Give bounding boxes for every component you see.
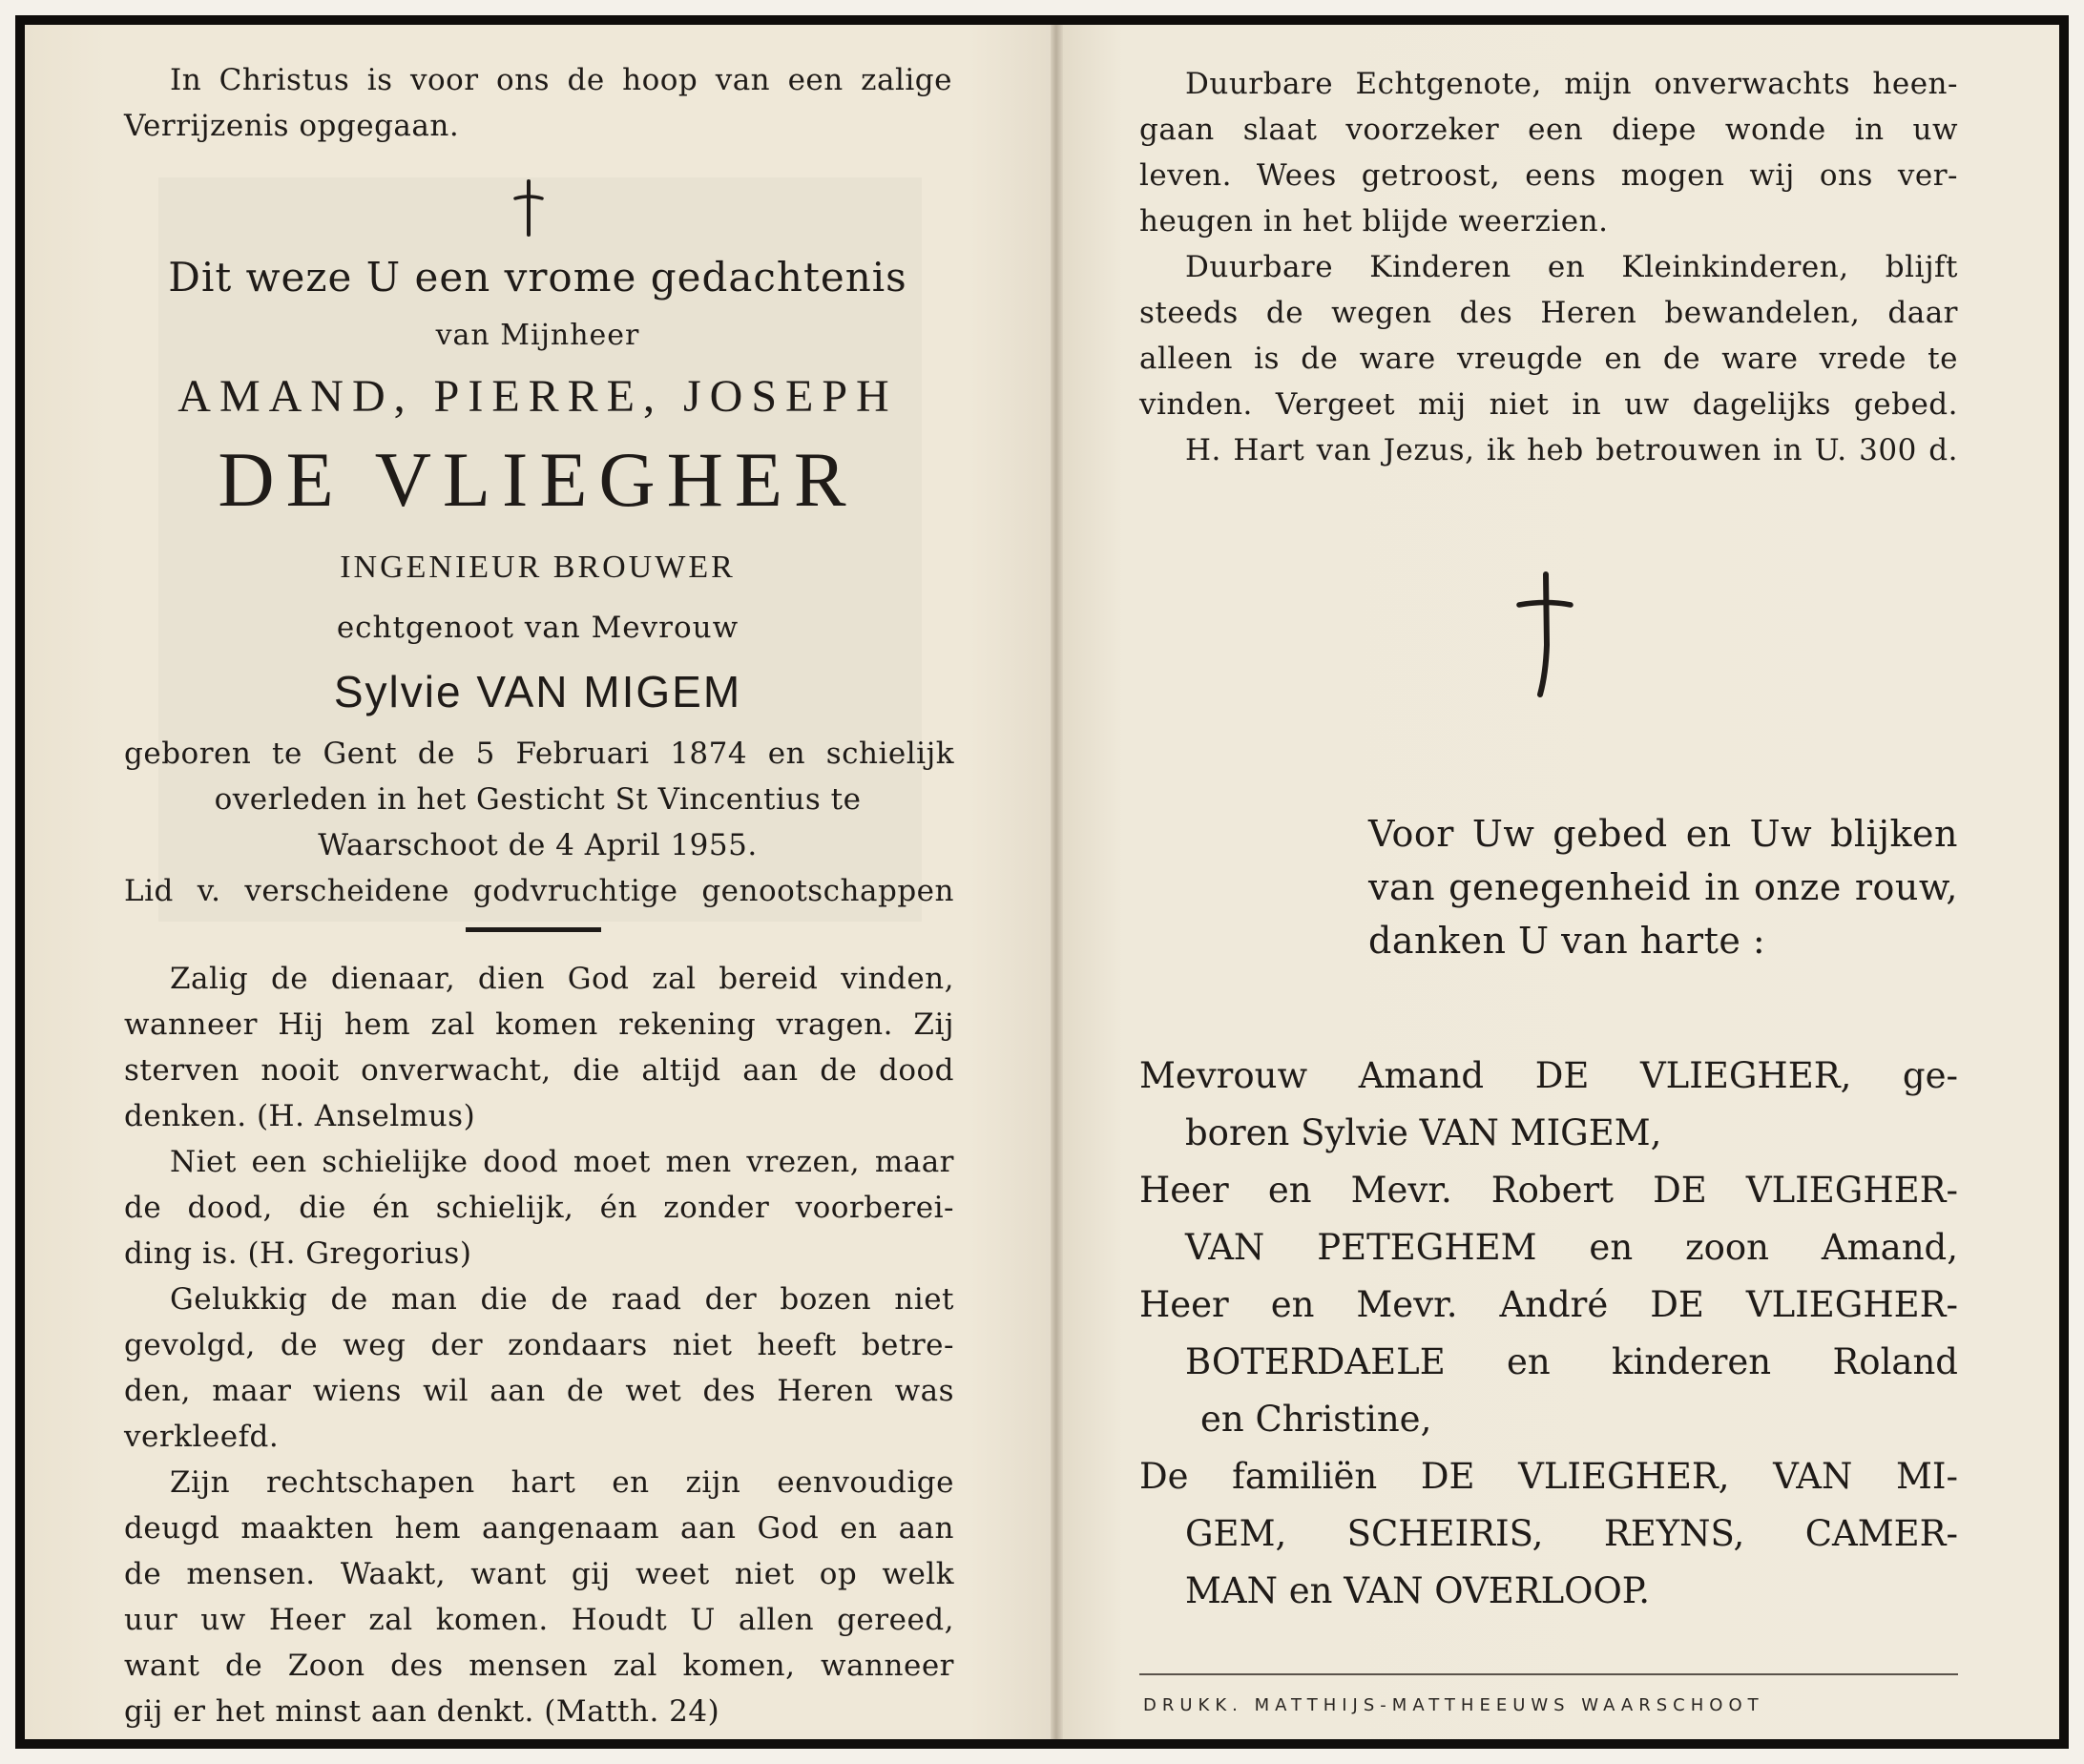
dates-line-4: Lid v. verscheidene godvruchtige genootschappen: [124, 874, 954, 908]
left-page: [25, 25, 1051, 1739]
opening-line-1: In Christus is voor ons de hoop van een zalige: [170, 63, 952, 97]
cross-icon: [1511, 569, 1578, 702]
divider-rule: [466, 927, 601, 932]
dates-line-1: geboren te Gent de 5 Februari 1874 en schielijk: [124, 737, 954, 771]
thanks-line: Voor Uw gebed en Uw blijken: [1368, 813, 1958, 855]
spouse-intro: echtgenoot van Mevrouw: [336, 611, 740, 645]
verse-line: denken. (H. Anselmus): [124, 1099, 476, 1133]
small-cross-icon: [510, 177, 548, 240]
verse-line: wanneer Hij hem zal komen rekening vragen. Zij: [124, 1007, 954, 1042]
message-line: gaan slaat voorzeker een diepe wonde in uw: [1139, 113, 1958, 147]
message-line: leven. Wees getroost, eens mogen wij ons ver-: [1139, 158, 1958, 193]
indulgence-line: H. Hart van Jezus, ik heb betrouwen in U. 300 d.: [1185, 433, 1958, 467]
verse-line: uur uw Heer zal komen. Houdt U allen gereed,: [124, 1603, 954, 1637]
opening-line-2: Verrijzenis opgegaan.: [124, 109, 460, 143]
verse-line: want de Zoon des mensen zal komen, wanneer: [124, 1649, 954, 1683]
verse-line: de dood, die én schielijk, én zonder voorberei-: [124, 1191, 954, 1225]
verse-line: Zalig de dienaar, dien God zal bereid vinden,: [170, 962, 954, 996]
verse-line: Zijn rechtschapen hart en zijn eenvoudige: [170, 1465, 954, 1500]
verse-line: gij er het minst aan denkt. (Matth. 24): [124, 1694, 720, 1729]
memorial-line: Dit weze U een vrome gedachtenis: [168, 254, 907, 301]
verse-line: deugd maakten hem aangenaam aan God en aan: [124, 1511, 954, 1546]
dates-line-2: overleden in het Gesticht St Vincentius te: [214, 782, 862, 817]
verse-line: de mensen. Waakt, want gij weet niet op welk: [124, 1557, 954, 1591]
dates-line-3: Waarschoot de 4 April 1955.: [318, 828, 758, 862]
family-line: Mevrouw Amand DE VLIEGHER, ge-: [1139, 1055, 1958, 1096]
verse-line: ding is. (H. Gregorius): [124, 1236, 472, 1271]
message-line: Duurbare Kinderen en Kleinkinderen, blijft: [1185, 250, 1958, 284]
message-line: Duurbare Echtgenote, mijn onverwachts heen-: [1185, 67, 1958, 101]
honorific: van Mijnheer: [435, 319, 640, 352]
family-line: De familiën DE VLIEGHER, VAN MI-: [1139, 1456, 1958, 1497]
verse-line: den, maar wiens wil aan de wet des Heren was: [124, 1374, 954, 1408]
right-page: [1063, 25, 2059, 1739]
family-line: MAN en VAN OVERLOOP.: [1185, 1570, 1650, 1611]
verse-line: Niet een schielijke dood moet men vrezen, maar: [170, 1145, 954, 1179]
verse-line: Gelukkig de man die de raad der bozen niet: [170, 1282, 954, 1317]
verse-line: gevolgd, de weg der zondaars niet heeft betre-: [124, 1328, 954, 1362]
thanks-line: van genegenheid in onze rouw,: [1368, 866, 1958, 908]
profession: INGENIEUR BROUWER: [340, 550, 736, 585]
spouse-name: Sylvie VAN MIGEM: [333, 667, 742, 716]
verse-line: verkleefd.: [124, 1420, 280, 1454]
family-line: en Christine,: [1200, 1399, 1432, 1440]
family-line: boren Sylvie VAN MIGEM,: [1185, 1112, 1662, 1153]
message-line: alleen is de ware vreugde en de ware vrede te: [1139, 342, 1958, 376]
card-frame: [15, 15, 2069, 1749]
family-line: VAN PETEGHEM en zoon Amand,: [1185, 1227, 1958, 1268]
family-line: BOTERDAELE en kinderen Roland: [1185, 1341, 1958, 1382]
message-line: steeds de wegen des Heren bewandelen, daar: [1139, 296, 1958, 330]
printer-credit: DRUKK. MATTHIJS-MATTHEEUWS WAARSCHOOT: [1143, 1695, 1764, 1715]
footer-rule: [1139, 1673, 1958, 1675]
card-fold: [1051, 25, 1063, 1739]
family-line: Heer en Mevr. André DE VLIEGHER-: [1139, 1284, 1958, 1325]
thanks-line: danken U van harte :: [1368, 920, 1766, 962]
family-line: Heer en Mevr. Robert DE VLIEGHER-: [1139, 1170, 1958, 1211]
given-names: AMAND, PIERRE, JOSEPH: [177, 371, 898, 422]
message-line: heugen in het blijde weerzien.: [1139, 204, 1609, 239]
family-line: GEM, SCHEIRIS, REYNS, CAMER-: [1185, 1513, 1958, 1554]
surname: DE VLIEGHER: [218, 436, 858, 523]
message-line: vinden. Vergeet mij niet in uw dagelijks gebed.: [1139, 387, 1958, 422]
verse-line: sterven nooit onverwacht, die altijd aan de dood: [124, 1053, 954, 1088]
